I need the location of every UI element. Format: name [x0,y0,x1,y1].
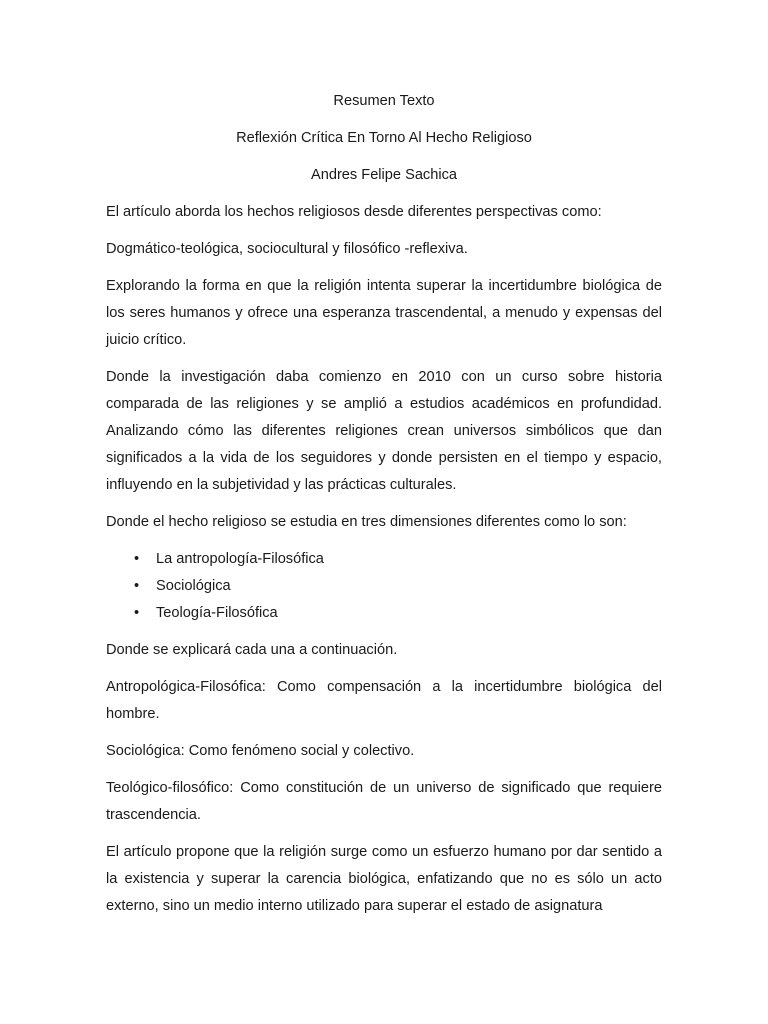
list-item-label: Sociológica [156,578,231,594]
paragraph-anthropological: Antropológica-Filosófica: Como compensación a la incertidumbre biológica del hombre. [106,679,662,722]
document-subtitle: Reflexión Crítica En Torno Al Hecho Religioso [236,130,532,146]
dimensions-list [106,546,662,627]
paragraph-investigation: Donde la investigación daba comienzo en 2010 con un curso sobre historia comparada de las religiones y se amplió a estudios académicos en profundidad. Analizando cómo las diferentes religiones crean universos simbólicos que dan significados a la vida de los seguidores y donde persisten en el tiempo y espacio, influyendo en la subjetividad y las prácticas culturales. [106,369,662,493]
list-item [134,600,662,627]
document-author: Andres Felipe Sachica [310,167,458,183]
document-content [106,88,662,930]
bullet-icon: • [134,605,140,621]
paragraph-intro: El artículo aborda los hechos religiosos desde diferentes perspectivas como: [106,204,602,220]
paragraph-dimensions-intro: Donde el hecho religioso se estudia en tres dimensiones diferentes como lo son: [106,514,627,530]
list-item-label: La antropología-Filosófica [156,551,324,567]
list-item-label: Teología-Filosófica [156,605,278,621]
paragraph-theological: Teológico-filosófico: Como constitución de un universo de significado que requiere trascendencia. [106,780,662,823]
list-item [134,573,662,600]
document-title: Resumen Texto [333,93,435,109]
paragraph-sociological: Sociológica: Como fenómeno social y colectivo. [106,743,415,759]
list-item [134,546,662,573]
paragraph-conclusion: El artículo propone que la religión surge como un esfuerzo humano por dar sentido a la existencia y superar la carencia biológica, enfatizando que no es sólo un acto externo, sino un medio interno utilizado para superar el estado de asignatura [106,844,662,914]
paragraph-perspectives: Dogmático-teológica, sociocultural y filosófico -reflexiva. [106,241,468,257]
paragraph-exploration: Explorando la forma en que la religión intenta superar la incertidumbre biológica de los seres humanos y ofrece una esperanza trascendental, a menudo y expensas del juicio crítico. [106,278,662,348]
paragraph-explanation: Donde se explicará cada una a continuación. [106,642,398,658]
bullet-icon: • [134,551,140,567]
bullet-icon: • [134,578,140,594]
